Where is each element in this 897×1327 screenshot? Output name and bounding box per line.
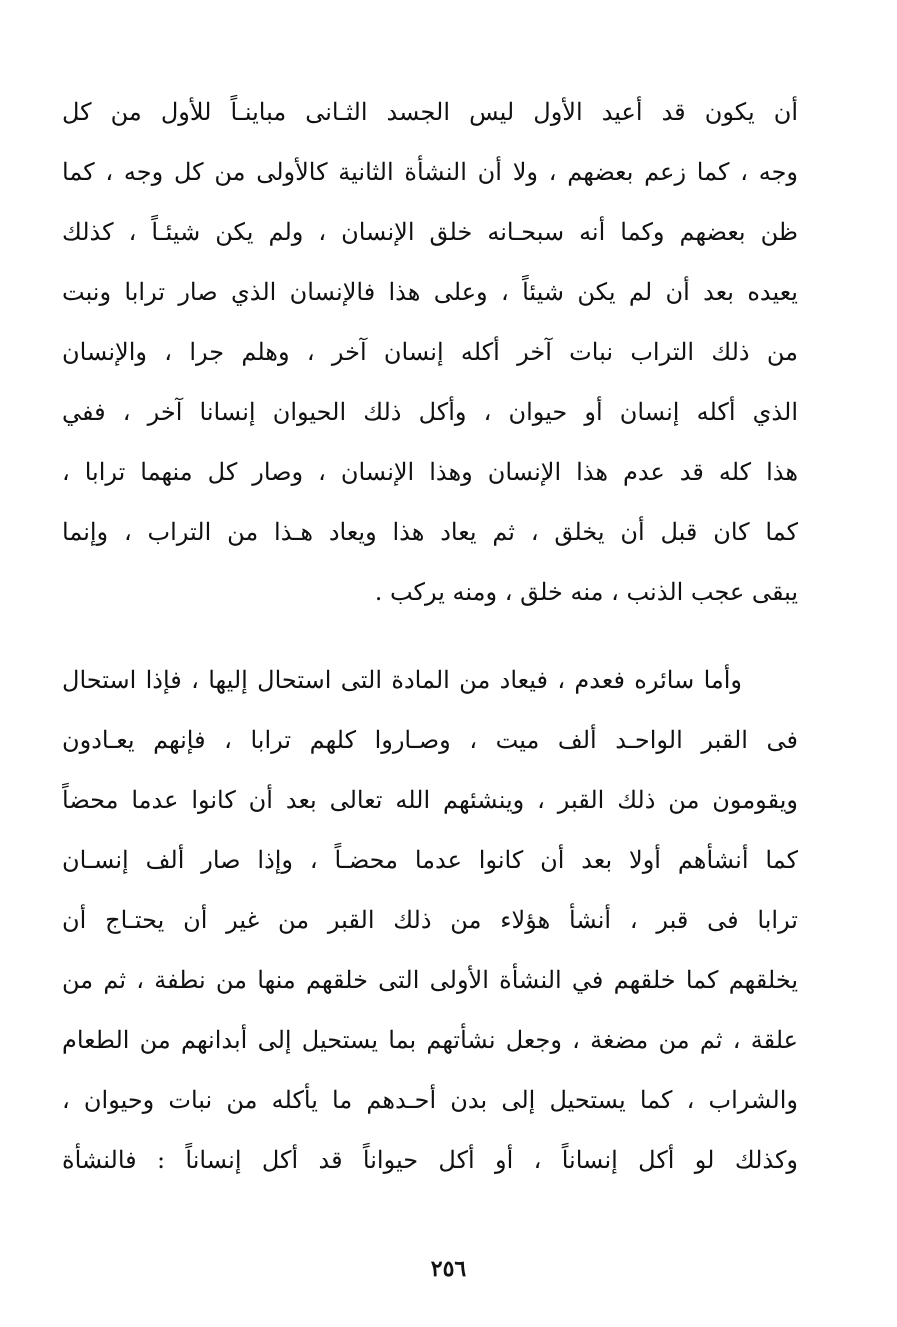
paragraph-1 — [62, 82, 798, 622]
text-line: ويقومون من ذلك القبر ، وينشئهم الله تعالى بعد أن كانوا عدما محضاً — [62, 786, 798, 814]
text-line: هذا كله قد عدم هذا الإنسان وهذا الإنسان ، وصار كل منهما ترابا ، — [62, 458, 798, 486]
text-line: من ذلك التراب نبات آخر أكله إنسان آخر ، وهلم جرا ، والإنسان — [62, 338, 798, 366]
text-line: ظن بعضهم وكما أنه سبحـانه خلق الإنسان ، ولم يكن شيئـاً ، كذلك — [62, 218, 798, 246]
text-line: أن يكون قد أعيد الأول ليس الجسد الثـانى مباينـاً للأول من كل — [62, 98, 798, 126]
text-line: فى القبر الواحـد ألف ميت ، وصـاروا كلهم ترابا ، فإنهم يعـادون — [62, 726, 798, 754]
text-line: وكذلك لو أكل إنساناً ، أو أكل حيواناً قد أكل إنساناً : فالنشأة — [62, 1146, 798, 1174]
text-line: الذي أكله إنسان أو حيوان ، وأكل ذلك الحيوان إنسانا آخر ، ففي — [62, 398, 798, 426]
text-line: وأما سائره فعدم ، فيعاد من المادة التى استحال إليها ، فإذا استحال — [62, 666, 742, 694]
paragraph-2 — [62, 650, 798, 1190]
text-line: والشراب ، كما يستحيل إلى بدن أحـدهم ما يأكله من نبات وحيوان ، — [62, 1086, 798, 1114]
text-line: ترابا فى قبر ، أنشأ هؤلاء من ذلك القبر من غير أن يحتـاج أن — [62, 906, 798, 934]
text-line: كما كان قبل أن يخلق ، ثم يعاد هذا ويعاد هـذا من التراب ، وإنما — [62, 518, 798, 546]
text-line: علقة ، ثم من مضغة ، وجعل نشأتهم بما يستحيل إلى أبدانهم من الطعام — [62, 1026, 798, 1054]
text-line: كما أنشأهم أولا بعد أن كانوا عدما محضـاً ، وإذا صار ألف إنسـان — [62, 846, 798, 874]
text-line: وجه ، كما زعم بعضهم ، ولا أن النشأة الثانية كالأولى من كل وجه ، كما — [62, 158, 798, 186]
text-line: يعيده بعد أن لم يكن شيئاً ، وعلى هذا فالإنسان الذي صار ترابا ونبت — [62, 278, 798, 306]
text-line: يخلقهم كما خلقهم في النشأة الأولى التى خلقهم منها من نطفة ، ثم من — [62, 966, 798, 994]
page-number: ٢٥٦ — [430, 1256, 467, 1282]
text-line: يبقى عجب الذنب ، منه خلق ، ومنه يركب . — [374, 578, 798, 606]
